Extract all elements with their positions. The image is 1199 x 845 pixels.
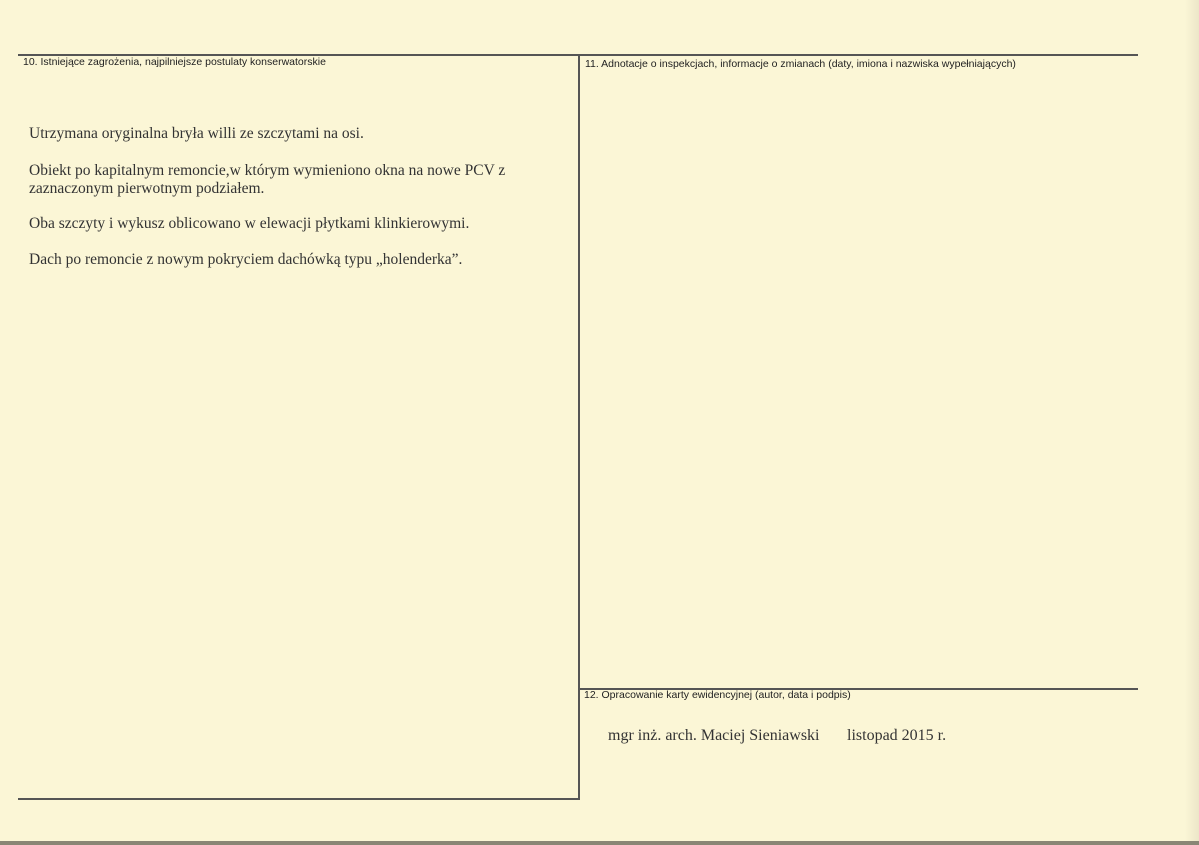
section11-heading: 11. Adnotacje o inspekcjach, informacje o zmianach (daty, imiona i nazwiska wypełniających) bbox=[585, 58, 1016, 70]
paragraph: Obiekt po kapitalnym remoncie,w którym wymieniono okna na nowe PCV z bbox=[29, 162, 506, 179]
bottom-rule-left bbox=[18, 798, 579, 800]
section10-heading: 10. Istniejące zagrożenia, najpilniejsze postulaty konserwatorskie bbox=[23, 56, 326, 68]
page-edge-shadow bbox=[1185, 0, 1199, 845]
paragraph: Oba szczyty i wykusz oblicowano w elewacji płytkami klinkierowymi. bbox=[29, 215, 470, 232]
paragraph: Utrzymana oryginalna bryła willi ze szczytami na osi. bbox=[29, 125, 364, 142]
paragraph: zaznaczonym pierwotnym podziałem. bbox=[29, 180, 265, 197]
paragraph: Dach po remoncie z nowym pokryciem dachówką typu „holenderka”. bbox=[29, 251, 463, 268]
author-name: mgr inż. arch. Maciej Sieniawski bbox=[608, 727, 820, 744]
author-date: listopad 2015 r. bbox=[847, 727, 947, 744]
page-bottom-edge bbox=[0, 841, 1199, 845]
section12-heading: 12. Opracowanie karty ewidencyjnej (autor, data i podpis) bbox=[584, 689, 851, 701]
